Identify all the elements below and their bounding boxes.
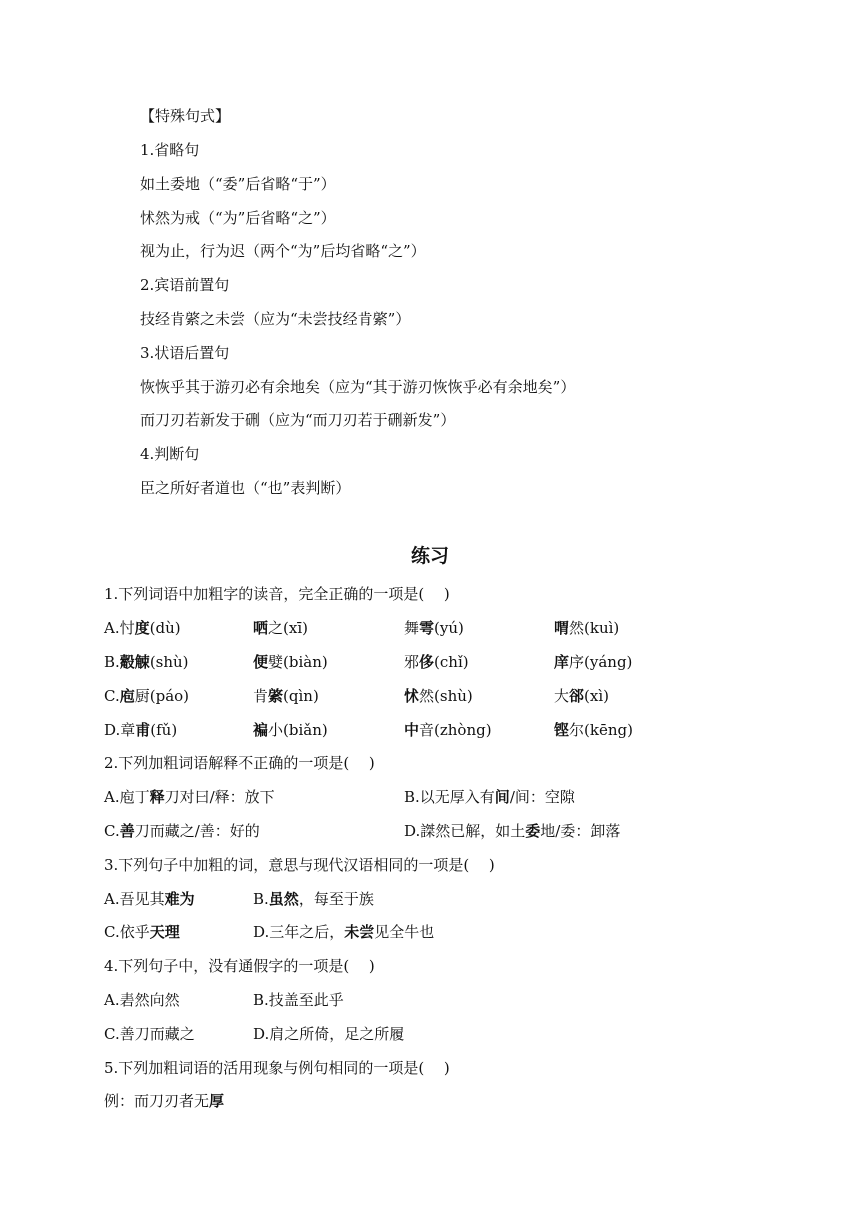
note-line: 如土委地（“委”后省略“于”） — [140, 175, 336, 193]
question-5-example: 例：而刀刃者无厚 — [104, 1092, 225, 1110]
option-cell: D.章甫(fǔ) — [104, 721, 178, 739]
question-4-stem: 4.下列句子中，没有通假字的一项是( ) — [104, 957, 375, 975]
exercise-title: 练习 — [410, 545, 449, 567]
option-cell: C.依乎天理 — [104, 923, 180, 941]
note-line: 2.宾语前置句 — [140, 276, 230, 294]
option-cell: 中音(zhòng) — [404, 721, 492, 739]
option-cell: D.肩之所倚，足之所履 — [253, 1025, 405, 1043]
option-cell: 哂之(xī) — [253, 619, 308, 637]
note-line: 恢恢乎其于游刃必有余地矣（应为“其于游刃恢恢乎必有余地矣”） — [140, 378, 576, 396]
question-1-stem: 1.下列词语中加粗字的读音，完全正确的一项是( ) — [104, 585, 450, 603]
note-line: 臣之所好者道也（“也”表判断） — [140, 479, 351, 497]
note-line: 而刀刃若新发于硎（应为“而刀刃若于硎新发”） — [140, 411, 456, 429]
option-cell: C.善刀而藏之 — [104, 1025, 195, 1043]
question-5-stem: 5.下列加粗词语的活用现象与例句相同的一项是( ) — [104, 1059, 450, 1077]
option-cell: 舞雩(yú) — [404, 619, 464, 637]
option-cell: 便嬖(biàn) — [253, 653, 328, 671]
option-cell: A.吾见其难为 — [104, 890, 195, 908]
option-cell: 邪侈(chǐ) — [404, 653, 469, 671]
option-cell: C.善刀而藏之/善：好的 — [104, 822, 260, 840]
option-cell: D.三年之后，未尝见全牛也 — [253, 923, 435, 941]
note-line: 3.状语后置句 — [140, 344, 230, 362]
option-cell: 铿尔(kēng) — [554, 721, 633, 739]
note-line: 怵然为戒（“为”后省略“之”） — [140, 209, 336, 227]
option-cell: 怵然(shù) — [404, 687, 473, 705]
option-cell: B.以无厚入有间/间：空隙 — [404, 788, 575, 806]
option-cell: A.忖度(dù) — [104, 619, 181, 637]
option-cell: D.謋然已解，如土委地/委：卸落 — [404, 822, 621, 840]
note-line: 视为止，行为迟（两个“为”后均省略“之”） — [140, 242, 426, 260]
note-line: 技经肯綮之未尝（应为“未尝技经肯綮”） — [140, 310, 411, 328]
question-3-stem: 3.下列句子中加粗的词，意思与现代汉语相同的一项是( ) — [104, 856, 495, 874]
note-line: 1.省略句 — [140, 141, 200, 159]
question-2-stem: 2.下列加粗词语解释不正确的一项是( ) — [104, 754, 375, 772]
option-cell: B.觳觫(shù) — [104, 653, 189, 671]
option-cell: 庠序(yáng) — [554, 653, 633, 671]
option-cell: 大郤(xì) — [554, 687, 609, 705]
option-cell: A.庖丁释刀对曰/释：放下 — [104, 788, 275, 806]
option-cell: 肯綮(qìn) — [253, 687, 319, 705]
option-cell: B.虽然，每至于族 — [253, 890, 374, 908]
option-cell: 喟然(kuì) — [554, 619, 620, 637]
option-cell: B.技盖至此乎 — [253, 991, 344, 1009]
option-cell: A.砉然向然 — [104, 991, 180, 1009]
note-line: 4.判断句 — [140, 445, 200, 463]
option-cell: C.庖厨(páo) — [104, 687, 190, 705]
section-heading: 【特殊句式】 — [140, 107, 231, 125]
option-cell: 褊小(biǎn) — [253, 721, 328, 739]
